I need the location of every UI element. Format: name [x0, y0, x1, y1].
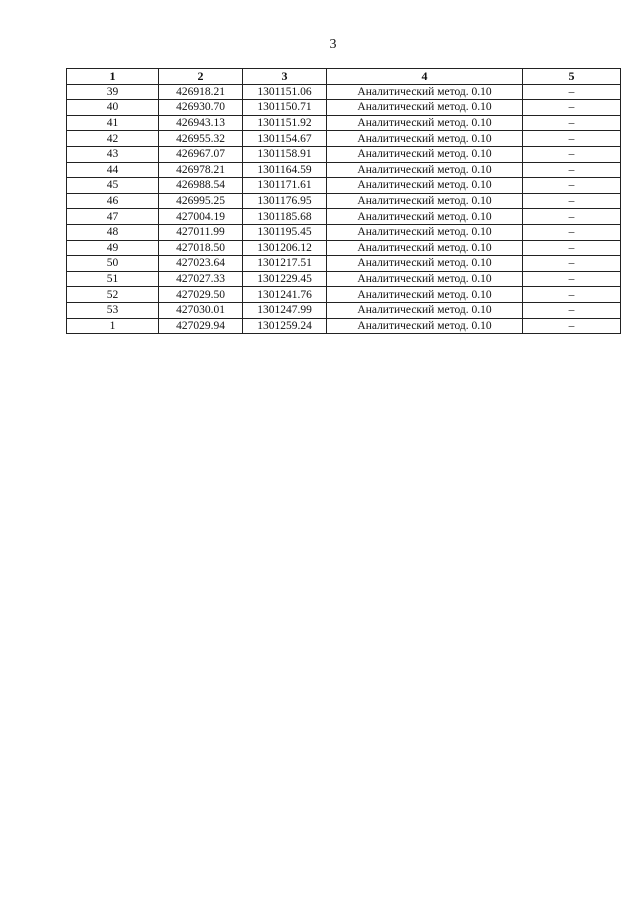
table-row	[67, 178, 621, 194]
table-row	[67, 302, 621, 318]
table-row	[67, 100, 621, 116]
y-coordinate-cell: 1301150.71	[243, 100, 327, 116]
y-coordinate-cell: 1301158.91	[243, 146, 327, 162]
x-coordinate-cell: 427029.94	[159, 318, 243, 334]
header-cell-point-number: 1	[67, 69, 159, 85]
header-cell-y-coordinate: 3	[243, 69, 327, 85]
point-number-cell: 40	[67, 100, 159, 116]
point-number-cell: 48	[67, 224, 159, 240]
table-row	[67, 131, 621, 147]
y-coordinate-cell: 1301206.12	[243, 240, 327, 256]
point-number-cell: 46	[67, 193, 159, 209]
table-row	[67, 146, 621, 162]
method-cell: Аналитический метод. 0.10	[327, 318, 523, 334]
description-cell: –	[523, 131, 621, 147]
point-number-cell: 42	[67, 131, 159, 147]
description-cell: –	[523, 271, 621, 287]
method-cell: Аналитический метод. 0.10	[327, 271, 523, 287]
table-body	[67, 84, 621, 334]
y-coordinate-cell: 1301154.67	[243, 131, 327, 147]
method-cell: Аналитический метод. 0.10	[327, 84, 523, 100]
description-cell: –	[523, 146, 621, 162]
description-cell: –	[523, 193, 621, 209]
x-coordinate-cell: 427004.19	[159, 209, 243, 225]
point-number-cell: 39	[67, 84, 159, 100]
y-coordinate-cell: 1301247.99	[243, 302, 327, 318]
method-cell: Аналитический метод. 0.10	[327, 146, 523, 162]
y-coordinate-cell: 1301164.59	[243, 162, 327, 178]
y-coordinate-cell: 1301171.61	[243, 178, 327, 194]
x-coordinate-cell: 426978.21	[159, 162, 243, 178]
x-coordinate-cell: 427027.33	[159, 271, 243, 287]
point-number-cell: 1	[67, 318, 159, 334]
table-row	[67, 240, 621, 256]
y-coordinate-cell: 1301259.24	[243, 318, 327, 334]
y-coordinate-cell: 1301241.76	[243, 287, 327, 303]
point-number-cell: 41	[67, 115, 159, 131]
method-cell: Аналитический метод. 0.10	[327, 287, 523, 303]
y-coordinate-cell: 1301195.45	[243, 224, 327, 240]
method-cell: Аналитический метод. 0.10	[327, 131, 523, 147]
table-row	[67, 271, 621, 287]
description-cell: –	[523, 256, 621, 272]
description-cell: –	[523, 115, 621, 131]
point-number-cell: 50	[67, 256, 159, 272]
y-coordinate-cell: 1301176.95	[243, 193, 327, 209]
table-row	[67, 115, 621, 131]
table-row	[67, 84, 621, 100]
method-cell: Аналитический метод. 0.10	[327, 224, 523, 240]
point-number-cell: 53	[67, 302, 159, 318]
point-number-cell: 51	[67, 271, 159, 287]
header-cell-method: 4	[327, 69, 523, 85]
y-coordinate-cell: 1301217.51	[243, 256, 327, 272]
point-number-cell: 43	[67, 146, 159, 162]
point-number-cell: 52	[67, 287, 159, 303]
x-coordinate-cell: 426955.32	[159, 131, 243, 147]
x-coordinate-cell: 427018.50	[159, 240, 243, 256]
x-coordinate-cell: 427030.01	[159, 302, 243, 318]
table-row	[67, 162, 621, 178]
table-row	[67, 287, 621, 303]
x-coordinate-cell: 426988.54	[159, 178, 243, 194]
table-row	[67, 209, 621, 225]
point-number-cell: 44	[67, 162, 159, 178]
table-row	[67, 256, 621, 272]
description-cell: –	[523, 162, 621, 178]
description-cell: –	[523, 287, 621, 303]
x-coordinate-cell: 426918.21	[159, 84, 243, 100]
method-cell: Аналитический метод. 0.10	[327, 100, 523, 116]
description-cell: –	[523, 100, 621, 116]
table-row	[67, 318, 621, 334]
coordinates-table	[66, 68, 621, 334]
method-cell: Аналитический метод. 0.10	[327, 115, 523, 131]
table-row	[67, 193, 621, 209]
page-number: 3	[329, 37, 337, 52]
method-cell: Аналитический метод. 0.10	[327, 193, 523, 209]
description-cell: –	[523, 302, 621, 318]
header-cell-description: 5	[523, 69, 621, 85]
point-number-cell: 47	[67, 209, 159, 225]
y-coordinate-cell: 1301229.45	[243, 271, 327, 287]
method-cell: Аналитический метод. 0.10	[327, 240, 523, 256]
description-cell: –	[523, 84, 621, 100]
x-coordinate-cell: 427023.64	[159, 256, 243, 272]
description-cell: –	[523, 240, 621, 256]
x-coordinate-cell: 427029.50	[159, 287, 243, 303]
method-cell: Аналитический метод. 0.10	[327, 302, 523, 318]
description-cell: –	[523, 178, 621, 194]
method-cell: Аналитический метод. 0.10	[327, 209, 523, 225]
x-coordinate-cell: 426930.70	[159, 100, 243, 116]
method-cell: Аналитический метод. 0.10	[327, 178, 523, 194]
method-cell: Аналитический метод. 0.10	[327, 162, 523, 178]
point-number-cell: 49	[67, 240, 159, 256]
x-coordinate-cell: 427011.99	[159, 224, 243, 240]
method-cell: Аналитический метод. 0.10	[327, 256, 523, 272]
description-cell: –	[523, 318, 621, 334]
table-row	[67, 224, 621, 240]
x-coordinate-cell: 426967.07	[159, 146, 243, 162]
description-cell: –	[523, 209, 621, 225]
y-coordinate-cell: 1301151.92	[243, 115, 327, 131]
header-cell-x-coordinate: 2	[159, 69, 243, 85]
y-coordinate-cell: 1301185.68	[243, 209, 327, 225]
point-number-cell: 45	[67, 178, 159, 194]
table-header-row	[67, 69, 621, 85]
x-coordinate-cell: 426943.13	[159, 115, 243, 131]
x-coordinate-cell: 426995.25	[159, 193, 243, 209]
description-cell: –	[523, 224, 621, 240]
y-coordinate-cell: 1301151.06	[243, 84, 327, 100]
